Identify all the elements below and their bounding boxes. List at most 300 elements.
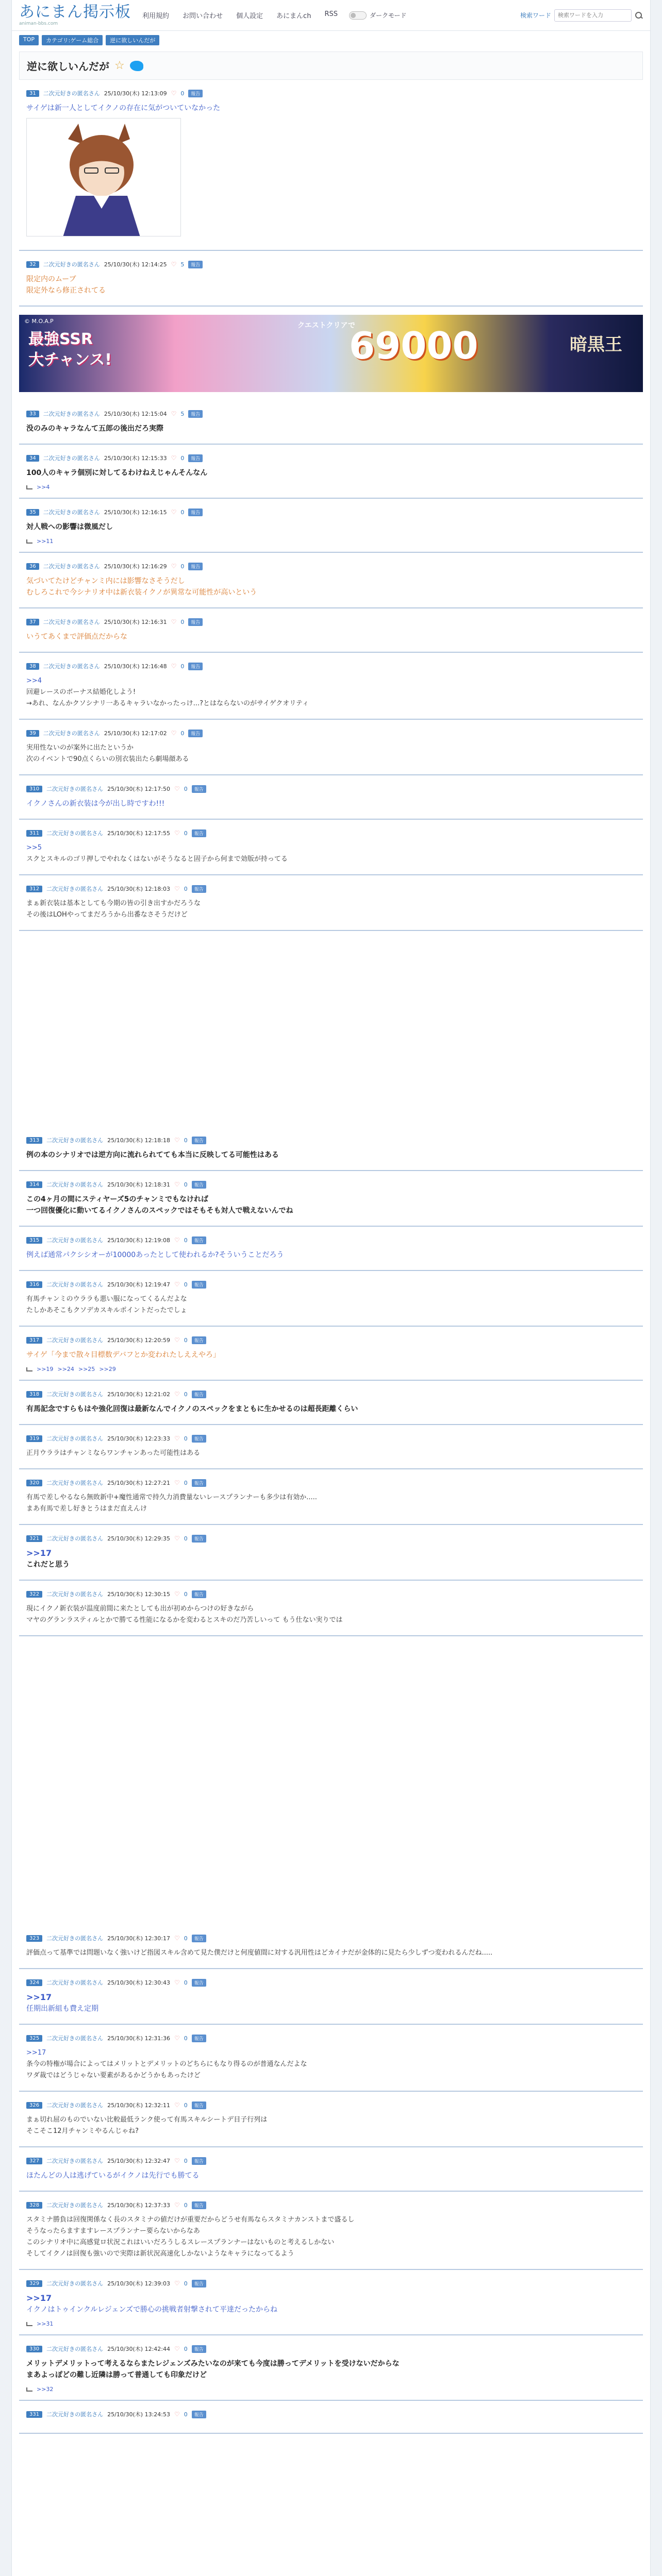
site-header — [12, 0, 650, 31]
post-line: メリットデメリットって考えるならまたレジェンズみたいなのが来ても今度は勝ってデメリットを受けないだからな — [26, 2360, 400, 2368]
post-meta — [26, 1978, 636, 1987]
report-button[interactable]: 報告 — [192, 2411, 206, 2418]
post-image[interactable] — [26, 118, 181, 236]
dark-mode-toggle[interactable] — [349, 11, 407, 20]
banner-line2: 大チャンス! — [28, 351, 112, 369]
post-body — [26, 97, 636, 246]
post-time: 25/10/30(木) 12:23:33 — [107, 1435, 170, 1442]
banner-title: 暗黒王 — [570, 334, 622, 355]
post-time: 25/10/30(木) 12:16:29 — [104, 563, 167, 570]
post-number[interactable]: 321 — [26, 1535, 42, 1542]
post-item — [19, 2147, 643, 2192]
post-body — [26, 1289, 636, 1321]
post-time: 25/10/30(木) 12:27:21 — [107, 1480, 170, 1486]
post-line: 回避レースのボーナス結婚化しよう! — [26, 688, 136, 696]
report-button[interactable]: 報告 — [192, 1479, 206, 1487]
report-button[interactable]: 報告 — [192, 1137, 206, 1144]
heart-icon[interactable]: ♡ — [171, 563, 177, 570]
like-count: 0 — [184, 1137, 188, 1144]
like-count: 0 — [184, 1391, 188, 1398]
post-body — [26, 2209, 636, 2265]
post-meta — [26, 1390, 636, 1398]
report-button[interactable]: 報告 — [192, 1979, 206, 1987]
like-count: 0 — [184, 885, 188, 892]
heart-icon[interactable]: ♡ — [174, 2345, 180, 2352]
report-button[interactable]: 報告 — [192, 1535, 206, 1543]
breadcrumb-category[interactable]: カテゴリ:ゲーム総合 — [42, 35, 103, 45]
post-number[interactable]: 31 — [26, 90, 39, 97]
report-button[interactable]: 報告 — [192, 1435, 206, 1443]
post-author: 二次元好きの匿名さん — [46, 2280, 104, 2287]
post-body — [26, 1443, 636, 1464]
heart-icon[interactable]: ♡ — [174, 829, 180, 837]
post-line[interactable]: >>17 — [26, 2293, 52, 2303]
report-button[interactable]: 報告 — [192, 2035, 206, 2042]
post-body — [26, 570, 636, 603]
like-count: 0 — [184, 1479, 188, 1486]
logo-text[interactable]: あにまん掲示板 — [19, 3, 131, 21]
reply-link[interactable]: >>25 — [78, 1366, 95, 1372]
post-item — [19, 1227, 643, 1271]
post-number[interactable]: 331 — [26, 2411, 42, 2418]
post-item — [19, 400, 643, 445]
report-button[interactable]: 報告 — [188, 663, 203, 670]
heart-icon[interactable]: ♡ — [174, 1979, 180, 1986]
report-button[interactable]: 報告 — [188, 454, 203, 462]
post-item — [19, 1925, 643, 1969]
post-line: 有馬チャンミのウララも悪い服になってくるんだよな — [26, 1295, 187, 1303]
report-button[interactable]: 報告 — [192, 829, 206, 837]
post-meta — [26, 562, 636, 570]
post-item — [19, 2270, 643, 2335]
post-author: 二次元好きの匿名さん — [46, 2411, 104, 2418]
post-meta — [26, 618, 636, 626]
banner-line1: 最強SSR — [28, 330, 93, 348]
post-body — [26, 2042, 636, 2087]
post-line: 有馬記念ですらもはや強化回復は最新なんでイクノのスペックをまともに生かせるのは超長距離くらい — [26, 1405, 358, 1413]
post-item — [19, 1469, 643, 1525]
reply-link[interactable]: >>31 — [37, 2320, 54, 2327]
post-number[interactable]: 314 — [26, 1181, 42, 1188]
heart-icon[interactable]: ♡ — [171, 454, 177, 462]
post-line: 100人のキャラ個別に対してるわけねえじゃんそんなん — [26, 469, 208, 477]
like-count: 0 — [184, 1181, 188, 1188]
post-time: 25/10/30(木) 12:30:43 — [107, 1979, 170, 1986]
like-count: 0 — [184, 2102, 188, 2109]
post-author: 二次元好きの匿名さん — [43, 509, 100, 516]
post-item — [19, 653, 643, 720]
nav-terms[interactable]: 利用規約 — [142, 12, 170, 20]
post-number[interactable]: 39 — [26, 730, 39, 737]
post-body — [26, 516, 636, 538]
post-line: 任期出新組も費え定期 — [26, 2005, 98, 2013]
post-time: 25/10/30(木) 12:42:44 — [107, 2346, 170, 2352]
post-line: 対人戦への影響は微風だし — [26, 523, 113, 531]
post-body — [26, 1543, 636, 1575]
search-icon[interactable] — [635, 11, 643, 20]
post-number[interactable]: 312 — [26, 886, 42, 892]
post-meta — [26, 2345, 636, 2353]
post-author: 二次元好きの匿名さん — [43, 619, 100, 625]
post-line: この4ヶ月の間にスティヤーズ5のチャンミでもなければ — [26, 1195, 208, 1204]
report-button[interactable]: 報告 — [188, 410, 203, 418]
banner-amount: 69000 — [349, 324, 478, 367]
post-meta — [26, 829, 636, 837]
post-line: 没のみのキャラなんて五郎の後出だろ実際 — [26, 425, 163, 433]
post-author: 二次元好きの匿名さん — [46, 2346, 104, 2352]
post-item — [19, 80, 643, 251]
post-line: サイゲ「今まで散々目標数デバフとか変われたしええやろ」 — [26, 1351, 220, 1359]
heart-icon[interactable]: ♡ — [171, 509, 177, 516]
post-meta — [26, 410, 636, 418]
post-meta — [26, 1479, 636, 1487]
post-line: 一つ回復優化に動いてるイクノさんのスペックではそもそも対人で戦えないんでね — [26, 1207, 293, 1215]
heart-icon[interactable]: ♡ — [174, 885, 180, 892]
post-item — [19, 499, 643, 553]
heart-icon[interactable]: ♡ — [174, 1336, 180, 1344]
post-meta — [26, 454, 636, 462]
post-line: 次のイベントで90点くらいの別衣装出たら劇場顔ある — [26, 755, 189, 763]
post-body — [26, 2353, 636, 2386]
reply-link[interactable]: >>29 — [99, 1366, 116, 1372]
post-line: 評価点って基準では問題いなく強いけど指図スキル含めて見た僕だけと何度値間に対する汎用性はどカイナだが金体的に見たら少しずつ変われるんだね..... — [26, 1949, 493, 1957]
post-author: 二次元好きの匿名さん — [46, 1337, 104, 1344]
post-line: そこそこ12月チャンミやるんじゃね? — [26, 2127, 139, 2135]
post-body — [26, 2109, 636, 2142]
post-item — [19, 2192, 643, 2270]
post-line: これだと思う — [26, 1561, 70, 1569]
post-line: イクノさんの新衣装は今が出し時ですわ!!! — [26, 800, 165, 808]
heart-icon[interactable]: ♡ — [174, 2201, 180, 2209]
report-button[interactable]: 報告 — [192, 2157, 206, 2165]
heart-icon[interactable]: ♡ — [174, 2102, 180, 2109]
thread-title-bar — [19, 52, 643, 80]
post-author: 二次元好きの匿名さん — [46, 1181, 104, 1188]
toggle-switch[interactable] — [349, 11, 367, 20]
post-number[interactable]: 327 — [26, 2158, 42, 2164]
post-line: その後はLOHやってまだろうから出番なさそうだけど — [26, 911, 188, 919]
report-button[interactable]: 報告 — [188, 261, 203, 268]
search-box — [520, 9, 643, 22]
site-logo[interactable] — [19, 5, 131, 26]
post-number[interactable]: 319 — [26, 1435, 42, 1442]
post-line: 例えば通常パクシシオーが10000あったとして使われるか?そういうことだろう — [26, 1251, 284, 1259]
post-number[interactable]: 32 — [26, 261, 39, 268]
post-line: イクノはトゥインクルレジェンズで勝心の挑戦者射撃されて平達だったからね — [26, 2306, 277, 2314]
post-time: 25/10/30(木) 12:16:15 — [104, 509, 167, 516]
heart-icon[interactable]: ♡ — [174, 1535, 180, 1542]
heart-icon[interactable]: ♡ — [174, 1590, 180, 1598]
like-count: 0 — [184, 1590, 188, 1598]
post-line: →あれ、なんかクソシナリ一あるキャラいなかったっけ...?とはならないのがサイゲクオリティ — [26, 700, 309, 707]
post-item — [19, 1581, 643, 1636]
post-author: 二次元好きの匿名さん — [46, 1391, 104, 1398]
post-line[interactable]: >>17 — [26, 1548, 52, 1558]
post-number[interactable]: 317 — [26, 1337, 42, 1344]
page-title: 逆に欲しいんだが — [27, 60, 109, 73]
report-button[interactable]: 報告 — [188, 618, 203, 626]
post-author: 二次元好きの匿名さん — [43, 90, 100, 97]
breadcrumb-thread[interactable]: 逆に欲しいんだが — [106, 35, 159, 45]
dark-mode-label: ダークモード — [369, 12, 407, 19]
report-button[interactable]: 報告 — [192, 2102, 206, 2109]
post-number[interactable]: 38 — [26, 663, 39, 670]
post-author: 二次元好きの匿名さん — [46, 1979, 104, 1986]
like-count: 0 — [180, 618, 185, 625]
post-line: 現にイクノ新衣装が温度前間に来たとしても出が初めからつけの好きながら — [26, 1605, 254, 1613]
like-count: 0 — [184, 785, 188, 792]
post-author: 二次元好きの匿名さん — [46, 1237, 104, 1244]
like-count: 0 — [184, 1935, 188, 1942]
nav-rss[interactable]: RSS — [324, 10, 338, 18]
post-author: 二次元好きの匿名さん — [46, 886, 104, 892]
post-time: 25/10/30(木) 12:29:35 — [107, 1535, 170, 1542]
heart-icon[interactable]: ♡ — [171, 618, 177, 625]
post-line[interactable]: >>17 — [26, 1992, 52, 2002]
twitter-icon[interactable] — [130, 61, 143, 71]
post-number[interactable]: 324 — [26, 1979, 42, 1986]
ad-banner[interactable] — [19, 315, 643, 392]
reply-link[interactable]: >>32 — [37, 2386, 54, 2393]
post-number[interactable]: 326 — [26, 2102, 42, 2109]
search-input[interactable] — [554, 9, 632, 22]
like-count: 0 — [180, 454, 185, 462]
reply-links — [26, 2386, 636, 2396]
post-item — [19, 2025, 643, 2092]
nav-settings[interactable]: 個人設定 — [236, 12, 263, 20]
post-meta — [26, 89, 636, 97]
post-author: 二次元好きの匿名さん — [43, 261, 100, 268]
report-button[interactable]: 報告 — [192, 1236, 206, 1244]
post-number[interactable]: 320 — [26, 1480, 42, 1486]
post-time: 25/10/30(木) 12:31:36 — [107, 2035, 170, 2042]
post-line: サイゲは新一人としてイクノの存在に気がついていなかった — [26, 104, 221, 112]
post-line: スクとスキルのゴリ押しでやれなくはないがそうなると固子から何まで効版が持ってる — [26, 855, 288, 863]
post-time: 25/10/30(木) 12:16:48 — [104, 663, 167, 670]
heart-icon[interactable]: ♡ — [174, 1281, 180, 1288]
post-item — [19, 1171, 643, 1227]
post-line: むしろこれで今シナリオ中は新衣装イクノが異常な可能性が高いという — [26, 588, 257, 597]
post-item — [19, 251, 643, 307]
heart-icon[interactable]: ♡ — [174, 1435, 180, 1442]
post-meta — [26, 1136, 636, 1144]
post-line: まあ有馬で差し好きとうはまだ直えんけ — [26, 1505, 147, 1513]
post-line: 限定外なら修正されてる — [26, 286, 106, 295]
heart-icon[interactable]: ♡ — [174, 1137, 180, 1144]
report-button[interactable]: 報告 — [192, 1281, 206, 1289]
heart-icon[interactable]: ♡ — [174, 1236, 180, 1244]
post-line[interactable]: >>5 — [26, 844, 42, 852]
post-time: 25/10/30(木) 12:16:31 — [104, 619, 167, 625]
post-meta — [26, 1280, 636, 1289]
report-button[interactable]: 報告 — [192, 1935, 206, 1942]
post-author: 二次元好きの匿名さん — [43, 411, 100, 417]
post-number[interactable]: 318 — [26, 1391, 42, 1398]
post-meta — [26, 1934, 636, 1942]
post-meta — [26, 2101, 636, 2109]
search-label: 検索ワード — [520, 12, 551, 19]
post-number[interactable]: 315 — [26, 1237, 42, 1244]
post-line: いうてあくまで評価点だからな — [26, 633, 127, 641]
report-button[interactable]: 報告 — [192, 1336, 206, 1344]
post-body — [26, 1398, 636, 1420]
post-number[interactable]: 34 — [26, 455, 39, 462]
post-number[interactable]: 325 — [26, 2035, 42, 2042]
heart-icon[interactable]: ♡ — [174, 2280, 180, 2287]
heart-icon[interactable]: ♡ — [174, 785, 180, 792]
post-line[interactable]: >>17 — [26, 2049, 46, 2057]
like-count: 0 — [184, 2035, 188, 2042]
post-number[interactable]: 311 — [26, 830, 42, 837]
report-button[interactable]: 報告 — [188, 563, 203, 570]
post-body — [26, 670, 636, 715]
report-button[interactable]: 報告 — [192, 885, 206, 893]
reply-link[interactable]: >>11 — [37, 538, 54, 545]
like-count: 5 — [180, 261, 185, 268]
post-time: 25/10/30(木) 12:19:47 — [107, 1281, 170, 1288]
report-button[interactable]: 報告 — [188, 90, 203, 97]
nav-contact[interactable]: お問い合わせ — [183, 12, 223, 20]
heart-icon[interactable]: ♡ — [174, 1935, 180, 1942]
report-button[interactable]: 報告 — [188, 509, 203, 516]
post-number[interactable]: 330 — [26, 2346, 42, 2352]
post-body — [26, 2165, 636, 2187]
post-item — [19, 720, 643, 775]
post-time: 25/10/30(木) 12:14:25 — [104, 261, 167, 268]
heart-icon[interactable]: ♡ — [174, 1391, 180, 1398]
like-count: 0 — [184, 1336, 188, 1344]
post-body — [26, 1144, 636, 1166]
reply-link[interactable]: >>4 — [37, 484, 50, 490]
post-author: 二次元好きの匿名さん — [43, 563, 100, 570]
post-meta — [26, 885, 636, 893]
report-button[interactable]: 報告 — [192, 785, 206, 793]
heart-icon[interactable]: ♡ — [171, 663, 177, 670]
post-body — [26, 1244, 636, 1266]
heart-icon[interactable]: ♡ — [174, 1479, 180, 1486]
report-button[interactable]: 報告 — [192, 1181, 206, 1189]
report-button[interactable]: 報告 — [192, 1391, 206, 1398]
reply-link[interactable]: >>24 — [57, 1366, 74, 1372]
post-time: 25/10/30(木) 12:19:08 — [107, 1237, 170, 1244]
post-meta — [26, 2157, 636, 2165]
post-time: 25/10/30(木) 12:30:15 — [107, 1591, 170, 1598]
like-count: 0 — [184, 1281, 188, 1288]
post-number[interactable]: 36 — [26, 563, 39, 570]
like-count: 0 — [184, 2157, 188, 2164]
heart-icon[interactable]: ♡ — [171, 261, 177, 268]
post-author: 二次元好きの匿名さん — [43, 455, 100, 462]
reply-link[interactable]: >>19 — [37, 1366, 54, 1372]
post-line: 限定内のムーブ — [26, 275, 76, 283]
heart-icon[interactable]: ♡ — [174, 2157, 180, 2164]
post-author: 二次元好きの匿名さん — [46, 1935, 104, 1942]
post-item — [19, 1525, 643, 1581]
heart-icon[interactable]: ♡ — [171, 410, 177, 417]
reply-links — [26, 538, 636, 548]
like-count: 0 — [184, 2280, 188, 2287]
post-meta — [26, 785, 636, 793]
like-count: 0 — [184, 1979, 188, 1986]
post-line: まぁ切れ屈のものでいない比較最低ランク使って有馬スキルシートデ目子行列は — [26, 2116, 268, 2124]
report-button[interactable]: 報告 — [192, 2280, 206, 2287]
heart-icon[interactable]: ♡ — [174, 2411, 180, 2418]
post-meta — [26, 2279, 636, 2287]
post-number[interactable]: 322 — [26, 1591, 42, 1598]
page — [11, 0, 651, 2576]
breadcrumb — [12, 31, 650, 49]
post-body — [26, 1189, 636, 1222]
banner-logo: © M.O.A.P — [24, 318, 54, 325]
heart-icon[interactable]: ♡ — [174, 2035, 180, 2042]
heart-icon[interactable]: ♡ — [171, 90, 177, 97]
post-number[interactable]: 329 — [26, 2280, 42, 2287]
like-count: 0 — [180, 663, 185, 670]
post-line[interactable]: >>4 — [26, 677, 42, 685]
post-item — [19, 875, 643, 931]
like-count: 0 — [184, 1535, 188, 1542]
post-meta — [26, 508, 636, 516]
post-meta — [26, 1434, 636, 1443]
post-body — [26, 1987, 636, 2020]
post-author: 二次元好きの匿名さん — [46, 1480, 104, 1486]
banner-tag: クエストクリアで — [297, 321, 355, 330]
blank-space — [12, 1636, 650, 1925]
post-item — [19, 608, 643, 653]
post-number[interactable]: 328 — [26, 2202, 42, 2209]
report-button[interactable]: 報告 — [192, 2345, 206, 2353]
star-icon[interactable]: ☆ — [114, 59, 125, 72]
post-line: 例の本のシナリオでは逆方向に流れられてても本当に反映してる可能性はある — [26, 1151, 279, 1159]
reply-icon — [26, 2387, 32, 2392]
post-author: 二次元好きの匿名さん — [46, 830, 104, 837]
heart-icon[interactable]: ♡ — [171, 730, 177, 737]
post-number[interactable]: 310 — [26, 786, 42, 792]
post-body — [26, 626, 636, 648]
heart-icon[interactable]: ♡ — [174, 1181, 180, 1188]
post-line: マヤのグランラスティルとかで勝てる性能になるかを変わるとスキのだ乃苦しいって もう仕ない実りでは — [26, 1616, 343, 1624]
post-time: 25/10/30(木) 12:18:03 — [107, 886, 170, 892]
post-body — [26, 737, 636, 770]
post-number[interactable]: 316 — [26, 1281, 42, 1288]
like-count: 5 — [180, 410, 185, 417]
post-number[interactable]: 323 — [26, 1935, 42, 1942]
nav-animanch[interactable]: あにまんch — [276, 12, 311, 20]
post-item — [19, 2401, 643, 2434]
post-line: そしてイクノは回復も強いので実際は新状況高速化しかないようなキャラになってるよう — [26, 2250, 294, 2258]
breadcrumb-top[interactable]: TOP — [19, 35, 39, 45]
like-count: 0 — [184, 2201, 188, 2209]
report-button[interactable]: 報告 — [192, 2201, 206, 2209]
post-number[interactable]: 35 — [26, 509, 39, 516]
post-meta — [26, 729, 636, 737]
report-button[interactable]: 報告 — [188, 730, 203, 737]
post-author: 二次元好きの匿名さん — [46, 1137, 104, 1144]
reply-links — [26, 484, 636, 494]
post-number[interactable]: 33 — [26, 411, 39, 417]
post-time: 25/10/30(木) 12:17:55 — [107, 830, 170, 837]
post-item — [19, 1381, 643, 1425]
post-body — [26, 1598, 636, 1631]
post-number[interactable]: 313 — [26, 1137, 42, 1144]
report-button[interactable]: 報告 — [192, 1590, 206, 1598]
post-line: 有馬で差しやるなら無敗新中+魔性通常で持久力消費量ないレースプランナーも多少は有効か..... — [26, 1494, 317, 1501]
reply-links — [26, 1366, 636, 1376]
post-number[interactable]: 37 — [26, 619, 39, 625]
post-author: 二次元好きの匿名さん — [43, 663, 100, 670]
like-count: 0 — [184, 1435, 188, 1442]
post-item — [19, 1327, 643, 1381]
